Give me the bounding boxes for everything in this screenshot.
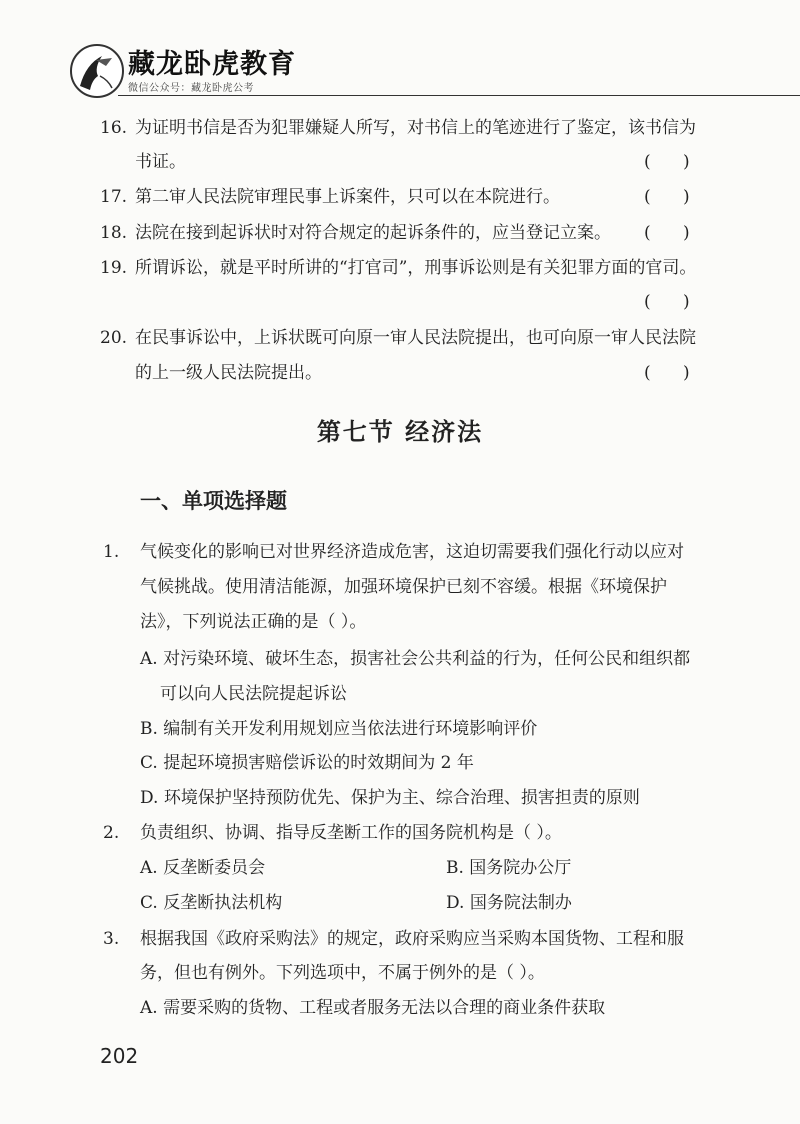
option-c: C. 反垄断执法机构 (140, 893, 283, 913)
question-text: 所谓诉讼，就是平时所讲的“打官司”，刑事诉讼则是有关犯罪方面的官司。 (135, 258, 697, 278)
question-text: 法院在接到起诉状时对符合规定的起诉条件的，应当登记立案。 (135, 223, 611, 243)
option-a: A. 需要采购的货物、工程或者服务无法以合理的商业条件获取 (140, 998, 606, 1018)
option-b: B. 编制有关开发利用规划应当依法进行环境影响评价 (140, 719, 538, 739)
header-rule (118, 95, 800, 96)
option-d: D. 国务院法制办 (446, 893, 572, 913)
option-a: 可以向人民法院提起诉讼 (160, 684, 347, 704)
answer-blank: ( ) (644, 363, 690, 383)
option-c: C. 提起环境损害赔偿诉讼的时效期间为 2 年 (140, 753, 474, 773)
logo-icon (70, 44, 124, 98)
page-header (0, 0, 800, 100)
question-text: 为证明书信是否为犯罪嫌疑人所写，对书信上的笔迹进行了鉴定，该书信为 (135, 118, 696, 138)
question-stem: 法》，下列说法正确的是（ ）。 (140, 612, 367, 632)
answer-blank: ( ) (644, 152, 690, 172)
question-number: 20. (100, 328, 128, 348)
question-text: 书证。 (135, 152, 186, 172)
question-text: 的上一级人民法院提出。 (135, 363, 322, 383)
subsection-title: 一、单项选择题 (140, 489, 287, 513)
question-number: 18. (100, 223, 128, 243)
question-stem: 气候挑战。使用清洁能源，加强环境保护已刻不容缓。根据《环境保护 (140, 577, 667, 597)
question-text: 第二审人民法院审理民事上诉案件，只可以在本院进行。 (135, 187, 560, 207)
answer-blank: ( ) (644, 187, 690, 207)
option-a: A. 对污染环境、破坏生态，损害社会公共利益的行为，任何公民和组织都 (140, 649, 691, 669)
page-number: 202 (100, 1044, 139, 1068)
question-number: 1. (103, 542, 120, 562)
option-b: B. 国务院办公厅 (446, 858, 572, 878)
question-number: 19. (100, 258, 128, 278)
answer-blank: ( ) (644, 292, 690, 312)
option-d: D. 环境保护坚持预防优先、保护为主、综合治理、损害担责的原则 (140, 788, 640, 808)
question-stem: 负责组织、协调、指导反垄断工作的国务院机构是（ ）。 (140, 823, 562, 843)
question-stem: 根据我国《政府采购法》的规定，政府采购应当采购本国货物、工程和服 (140, 929, 684, 949)
brand-subtitle: 微信公众号：藏龙卧虎公考 (128, 83, 254, 94)
question-number: 17. (100, 187, 128, 207)
question-number: 3. (103, 929, 120, 949)
question-number: 16. (100, 118, 128, 138)
section-title: 第七节 经济法 (316, 418, 484, 446)
brand-title: 藏龙卧虎教育 (128, 49, 296, 80)
question-text: 在民事诉讼中，上诉状既可向原一审人民法院提出，也可向原一审人民法院 (135, 328, 696, 348)
question-stem: 气候变化的影响已对世界经济造成危害，这迫切需要我们强化行动以应对 (140, 542, 684, 562)
question-stem: 务，但也有例外。下列选项中，不属于例外的是（ ）。 (140, 963, 545, 983)
answer-blank: ( ) (644, 223, 690, 243)
option-a: A. 反垄断委员会 (140, 858, 266, 878)
question-number: 2. (103, 823, 120, 843)
